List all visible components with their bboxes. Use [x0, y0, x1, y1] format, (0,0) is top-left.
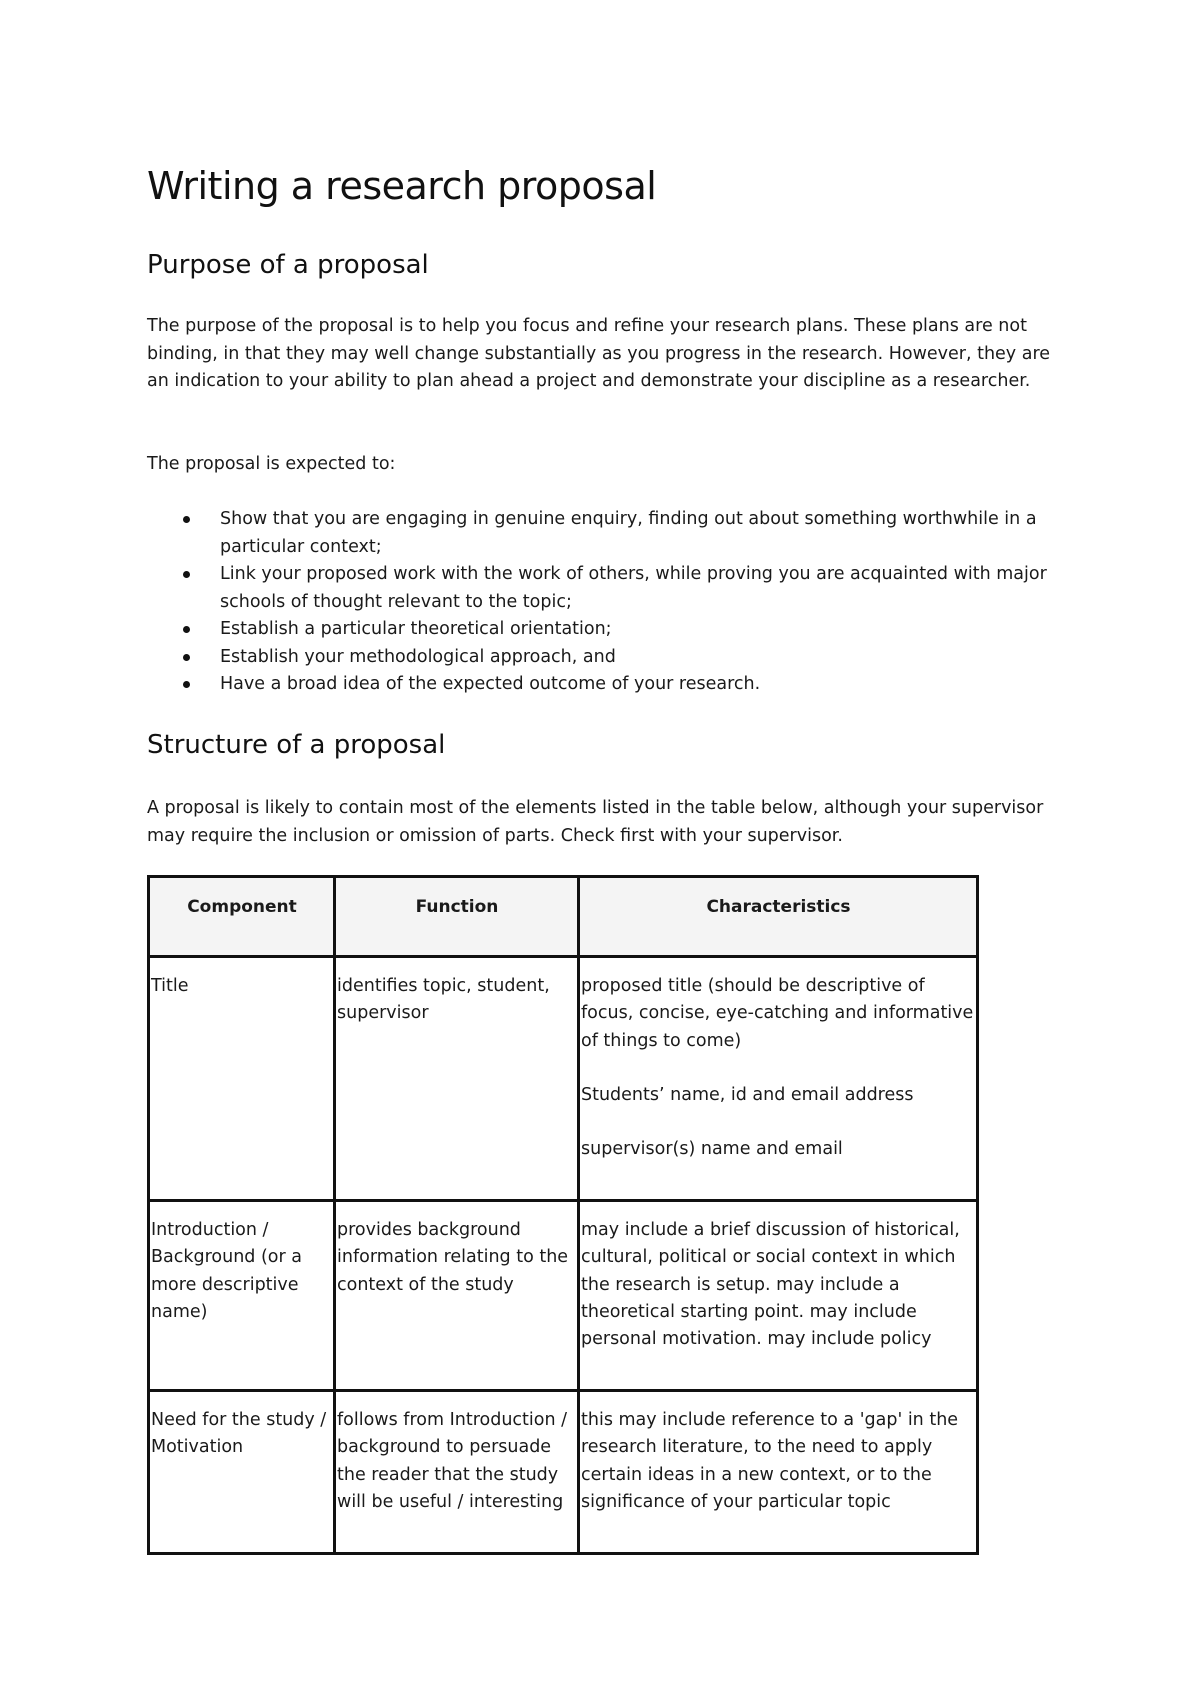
- structure-heading: Structure of a proposal: [147, 730, 446, 760]
- bullet-icon: [183, 681, 190, 688]
- list-item: Have a broad idea of the expected outcome of your research.: [147, 671, 1067, 699]
- purpose-paragraph: The purpose of the proposal is to help you focus and refine your research plans. These plans are not binding, in that they may well change substantially as you progress in the research. However, they are an indication to your ability to plan ahead a project and demonstrate your discipline as a researcher.: [147, 316, 1051, 391]
- header-function: Function: [335, 877, 579, 957]
- bullet-icon: [183, 654, 190, 661]
- expected-intro: The proposal is expected to:: [147, 454, 396, 474]
- cell-component: Need for the study / Motivation: [149, 1391, 335, 1554]
- characteristic-text: Students’ name, id and email address: [581, 1084, 914, 1105]
- components-table: [147, 875, 979, 1555]
- table-row: [149, 957, 978, 1201]
- cell-function: identifies topic, student, supervisor: [335, 957, 579, 1201]
- characteristic-text: supervisor(s) name and email: [581, 1139, 843, 1160]
- expectations-list: [147, 506, 1067, 699]
- purpose-heading: Purpose of a proposal: [147, 250, 429, 280]
- cell-component: Introduction / Background (or a more descriptive name): [149, 1201, 335, 1391]
- list-item: Establish a particular theoretical orientation;: [147, 616, 1067, 644]
- table-row: [149, 1391, 978, 1554]
- document-title: Writing a research proposal: [147, 164, 657, 208]
- cell-function: provides background information relating to the context of the study: [335, 1201, 579, 1391]
- characteristic-text: may include a brief discussion of historical, cultural, political or social context in which the research is setup. may include a theoretical starting point. may include personal motivation. may include policy: [581, 1220, 960, 1350]
- header-characteristics: Characteristics: [579, 877, 978, 957]
- characteristic-text: this may include reference to a 'gap' in the research literature, to the need to apply certain ideas in a new context, or to the significance of your particular topic: [581, 1410, 959, 1512]
- cell-characteristics: [579, 957, 978, 1201]
- structure-paragraph: A proposal is likely to contain most of the elements listed in the table below, although your supervisor may require the inclusion or omission of parts. Check first with your supervisor.: [147, 798, 1044, 846]
- bullet-icon: [183, 626, 190, 633]
- characteristic-text: proposed title (should be descriptive of focus, concise, eye-catching and informative of things to come): [581, 976, 974, 1051]
- list-item: Show that you are engaging in genuine enquiry, finding out about something worthwhile in a particular context;: [147, 506, 1067, 561]
- cell-characteristics: [579, 1201, 978, 1391]
- table-header-row: [149, 877, 978, 957]
- cell-component: Title: [149, 957, 335, 1201]
- list-item: Link your proposed work with the work of others, while proving you are acquainted with major schools of thought relevant to the topic;: [147, 561, 1067, 616]
- bullet-icon: [183, 516, 190, 523]
- header-component: Component: [149, 877, 335, 957]
- cell-characteristics: [579, 1391, 978, 1554]
- cell-function: follows from Introduction / background to persuade the reader that the study will be useful / interesting: [335, 1391, 579, 1554]
- table-row: [149, 1201, 978, 1391]
- list-item: Establish your methodological approach, and: [147, 644, 1067, 672]
- bullet-icon: [183, 571, 190, 578]
